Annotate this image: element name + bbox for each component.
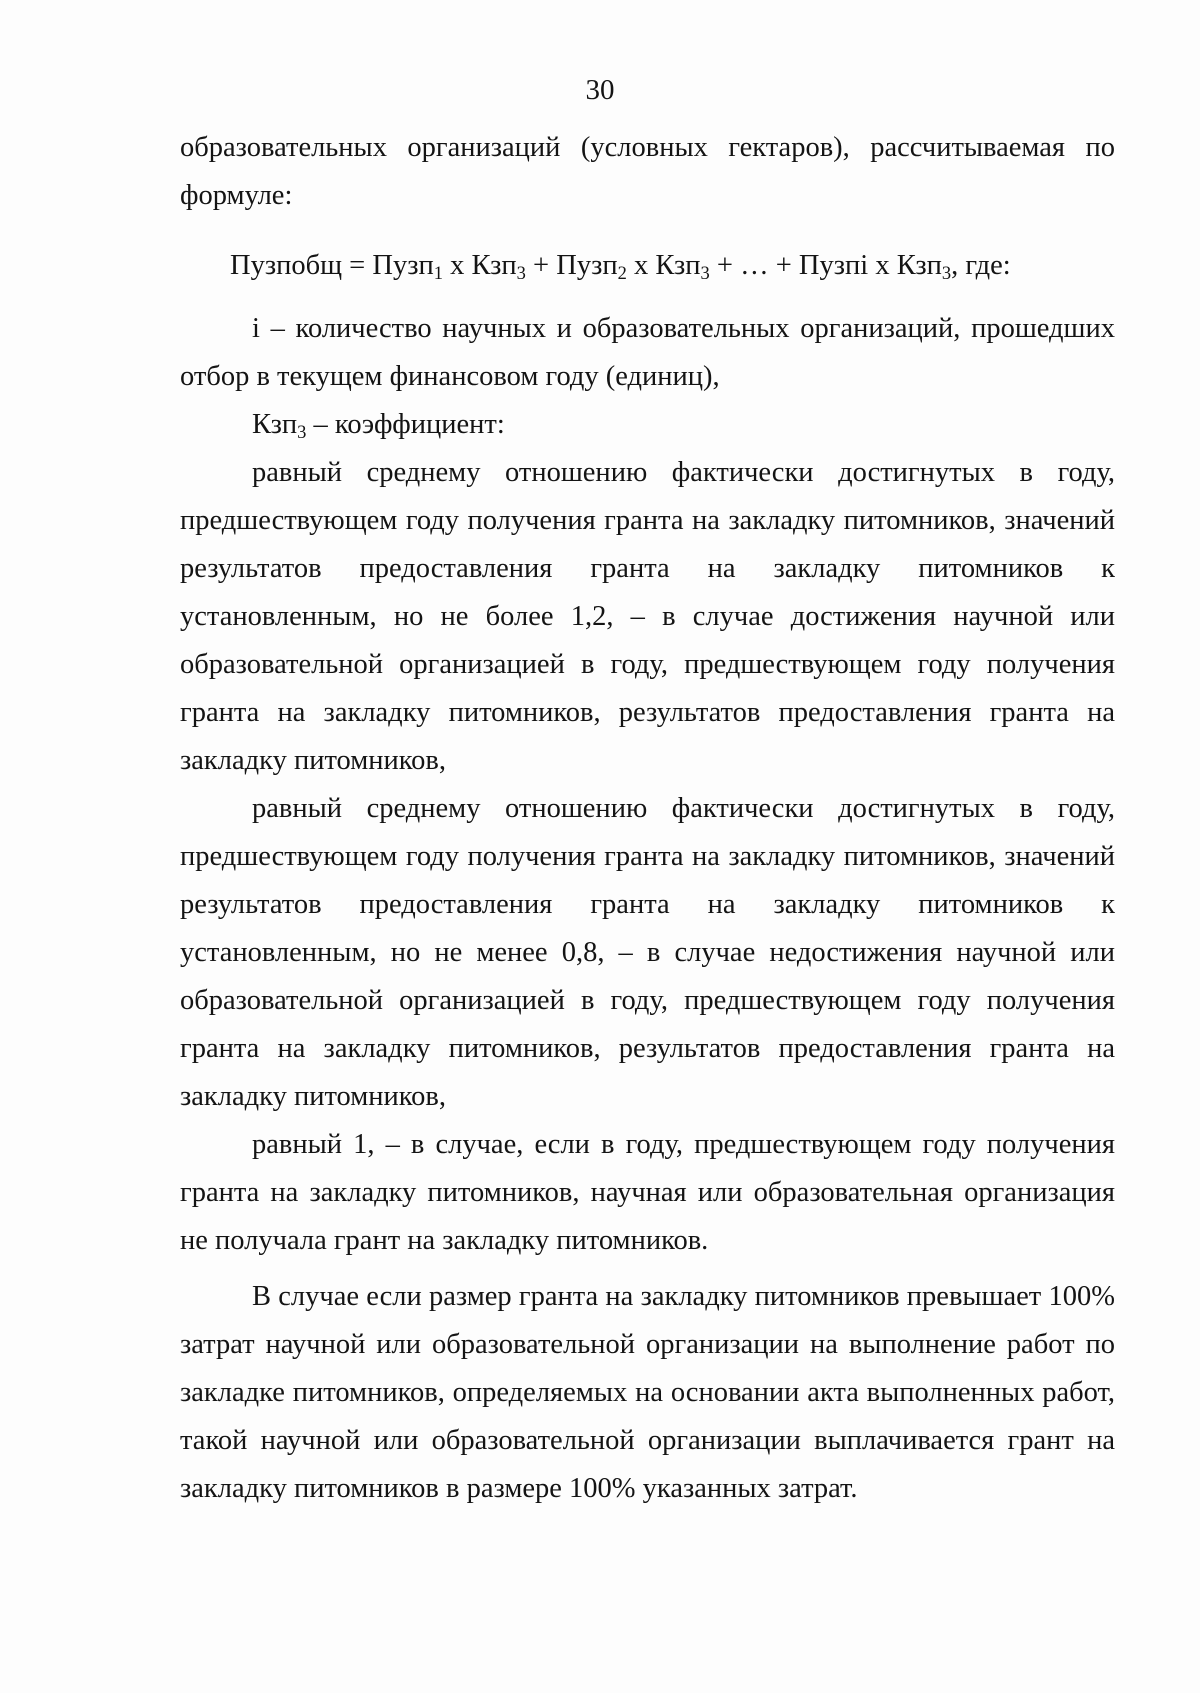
formula-term-k3: Кзп xyxy=(896,250,942,281)
formula-times: х xyxy=(868,250,897,281)
formula-sub-3: 3 xyxy=(516,263,526,285)
final-paragraph: В случае если размер гранта на закладку питомников превышает 100% затрат научной или образовательной организации на выполнение работ по закладке питомников, определяемых на основании акта выполненных работ, такой научной или образовательной организации выплачивается грант на закладку питомников в размере 100% указанных затрат. xyxy=(180,1281,1115,1504)
page-number: 30 xyxy=(585,74,615,106)
coefficient-subscript: 3 xyxy=(297,422,307,444)
formula-where: , где: xyxy=(951,250,1011,281)
formula-lhs: Пузпобщ = xyxy=(230,250,373,281)
formula-term-pi: Пузпi xyxy=(798,250,869,281)
formula-term-p2: Пузп xyxy=(556,250,618,281)
formula-term-p1: Пузп xyxy=(372,250,434,281)
formula-times: х xyxy=(442,250,472,281)
formula-times: х xyxy=(626,250,656,281)
formula-ellipsis: … xyxy=(740,250,769,281)
formula-sub-3: 3 xyxy=(941,263,952,285)
formula-sub-3: 3 xyxy=(700,263,710,285)
formula-plus: + xyxy=(768,250,799,281)
coefficient-title xyxy=(180,401,1115,449)
formula xyxy=(180,242,1115,290)
formula-sub-2: 2 xyxy=(617,263,627,285)
formula-plus: + xyxy=(709,250,741,281)
document-body xyxy=(180,124,1115,1513)
i-definition-paragraph: i – количество научных и образовательных организаций, прошедших отбор в текущем финансовом году (единиц), xyxy=(180,313,1115,392)
formula-term-k2: Кзп xyxy=(655,250,701,281)
formula-term-k1: Кзп xyxy=(471,250,517,281)
coefficient-letter: К xyxy=(252,409,271,440)
coefficient-dash: – коэффициент: xyxy=(306,409,505,440)
intro-paragraph: образовательных организаций (условных гектаров), рассчитываемая по формуле: xyxy=(180,132,1115,211)
coefficient-name: $зп_3$ xyxy=(270,409,307,444)
case-1-paragraph: равный среднему отношению фактически достигнутых в году, предшествующем году получения гранта на закладку питомников, значений результатов предоставления гранта на закладку питомников к установленным, но не более 1,2, – в случае достижения научной или образовательной организацией в году, предшествующем году получения гранта на закладку питомников, результатов предоставления гранта на закладку питомников, xyxy=(180,457,1115,776)
formula-plus: + xyxy=(525,250,557,281)
case-3-paragraph: равный 1, – в случае, если в году, предшествующем году получения гранта на закладку питомников, научная или образовательная организация не получала грант на закладку питомников. xyxy=(180,1129,1115,1256)
formula-sub-1: 1 xyxy=(433,263,443,285)
case-2-paragraph: равный среднему отношению фактически достигнутых в году, предшествующем году получения гранта на закладку питомников, значений результатов предоставления гранта на закладку питомников к установленным, но не менее 0,8, – в случае недостижения научной или образовательной организацией в году, предшествующем году получения гранта на закладку питомников, результатов предоставления гранта на закладку питомников, xyxy=(180,793,1115,1112)
